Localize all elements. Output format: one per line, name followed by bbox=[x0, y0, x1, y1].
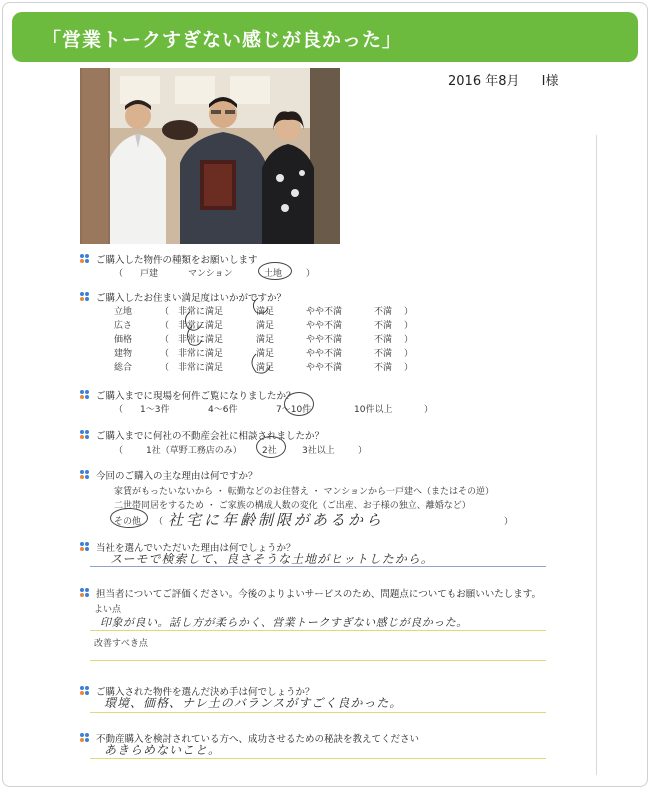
q3-option-4: 10件以上 bbox=[354, 405, 393, 415]
q5-reasons-line-2: 二世帯同居をするため ・ ご家族の構成人数の変化（ご出産、お子様の独立、離婚など） bbox=[114, 501, 471, 511]
question-5 bbox=[80, 468, 258, 482]
q6-answer: スーモで検索して、良さそうな土地がヒットしたから。 bbox=[110, 552, 434, 566]
question-1-text: ご購入した物件の種類をお願いします bbox=[96, 255, 258, 266]
question-5-text: 今回のご購入の主な理由は何ですか？ bbox=[96, 471, 258, 482]
date-line bbox=[448, 70, 562, 89]
bullet-dots-icon bbox=[80, 588, 92, 598]
question-7 bbox=[80, 586, 541, 600]
q5-selection-circle bbox=[110, 508, 148, 528]
q1-close-paren: ） bbox=[306, 269, 316, 279]
bullet-dots-icon bbox=[80, 292, 92, 302]
title-banner bbox=[12, 12, 638, 62]
q1-open-paren: （ bbox=[114, 269, 124, 279]
q6-answer-line bbox=[90, 566, 546, 567]
q7-good-answer: 印象が良い。話し方が柔らかく、営業トークすぎない感じが良かった。 bbox=[100, 616, 468, 629]
page-title: 「営業トークすぎない感じが良かった」 bbox=[42, 29, 403, 51]
q1-option-land: 土地 bbox=[264, 269, 283, 279]
q4-option-2: 2社 bbox=[262, 446, 277, 456]
question-1 bbox=[80, 252, 258, 266]
bullet-dots-icon bbox=[80, 470, 92, 480]
customer-photo bbox=[80, 68, 340, 244]
customer-name: I様 bbox=[541, 74, 559, 89]
q3-selection-circle bbox=[284, 392, 314, 416]
q3-option-2: 4～6件 bbox=[208, 405, 238, 415]
question-4-text: ご購入までに何社の不動産会社に相談されましたか？ bbox=[96, 431, 325, 442]
q4-option-3: 3社以上 bbox=[302, 446, 335, 456]
q9-answer: あきらめないこと。 bbox=[104, 743, 222, 757]
sheet-edge bbox=[596, 135, 597, 775]
question-2-text: ご購入したお住まい満足度はいかがですか？ bbox=[96, 293, 287, 304]
q1-option-mansion: マンション bbox=[188, 269, 233, 279]
bullet-dots-icon bbox=[80, 733, 92, 743]
q3-option-3: 7～10件 bbox=[276, 405, 312, 415]
bullet-dots-icon bbox=[80, 390, 92, 400]
q7-good-label: よい点 bbox=[94, 605, 122, 615]
q1-option-detached: 戸建 bbox=[140, 269, 159, 279]
bullet-dots-icon bbox=[80, 430, 92, 440]
bullet-dots-icon bbox=[80, 686, 92, 696]
q4-selection-circle bbox=[256, 436, 286, 458]
q1-selection-circle bbox=[258, 262, 292, 280]
question-4 bbox=[80, 428, 324, 442]
q5-reasons-line-1: 家賃がもったいないから ・ 転勤などのお住替え ・ マンションから一戸建へ（またはその逆） bbox=[114, 487, 495, 497]
q7-improve-line bbox=[90, 660, 546, 661]
bullet-dots-icon bbox=[80, 542, 92, 552]
q9-answer-line bbox=[90, 758, 546, 759]
q7-good-line bbox=[90, 630, 546, 631]
q5-other-answer: 社宅に年齢制限があるから bbox=[168, 511, 385, 529]
question-6-text: 当社を選んでいただいた理由は何でしょうか？ bbox=[96, 543, 296, 554]
q2-handwritten-marks bbox=[180, 298, 290, 380]
question-8-text: ご購入された物件を選んだ決め手は何でしょうか？ bbox=[96, 687, 315, 698]
question-3 bbox=[80, 388, 296, 402]
q7-improve-label: 改善すべき点 bbox=[94, 639, 148, 649]
question-7-text: 担当者についてご評価ください。今後のよりよいサービスのため、問題点についてもお願いいたします。 bbox=[96, 589, 541, 600]
q8-answer-line bbox=[90, 712, 546, 713]
question-3-text: ご購入までに現場を何件ご覧になりましたか？ bbox=[96, 391, 296, 402]
question-9-text: 不動産購入を検討されている方へ、成功させるための秘訣を教えてください bbox=[96, 734, 420, 745]
q4-option-1: 1社（草野工務店のみ） bbox=[146, 446, 242, 456]
q3-option-1: 1～3件 bbox=[140, 405, 170, 415]
q8-answer: 環境、価格、ナレ土のバランスがすごく良かった。 bbox=[104, 696, 403, 710]
bullet-dots-icon bbox=[80, 254, 92, 264]
q5-other-label: その他 bbox=[114, 517, 142, 527]
survey-date: 2016 年8月 bbox=[448, 74, 520, 89]
